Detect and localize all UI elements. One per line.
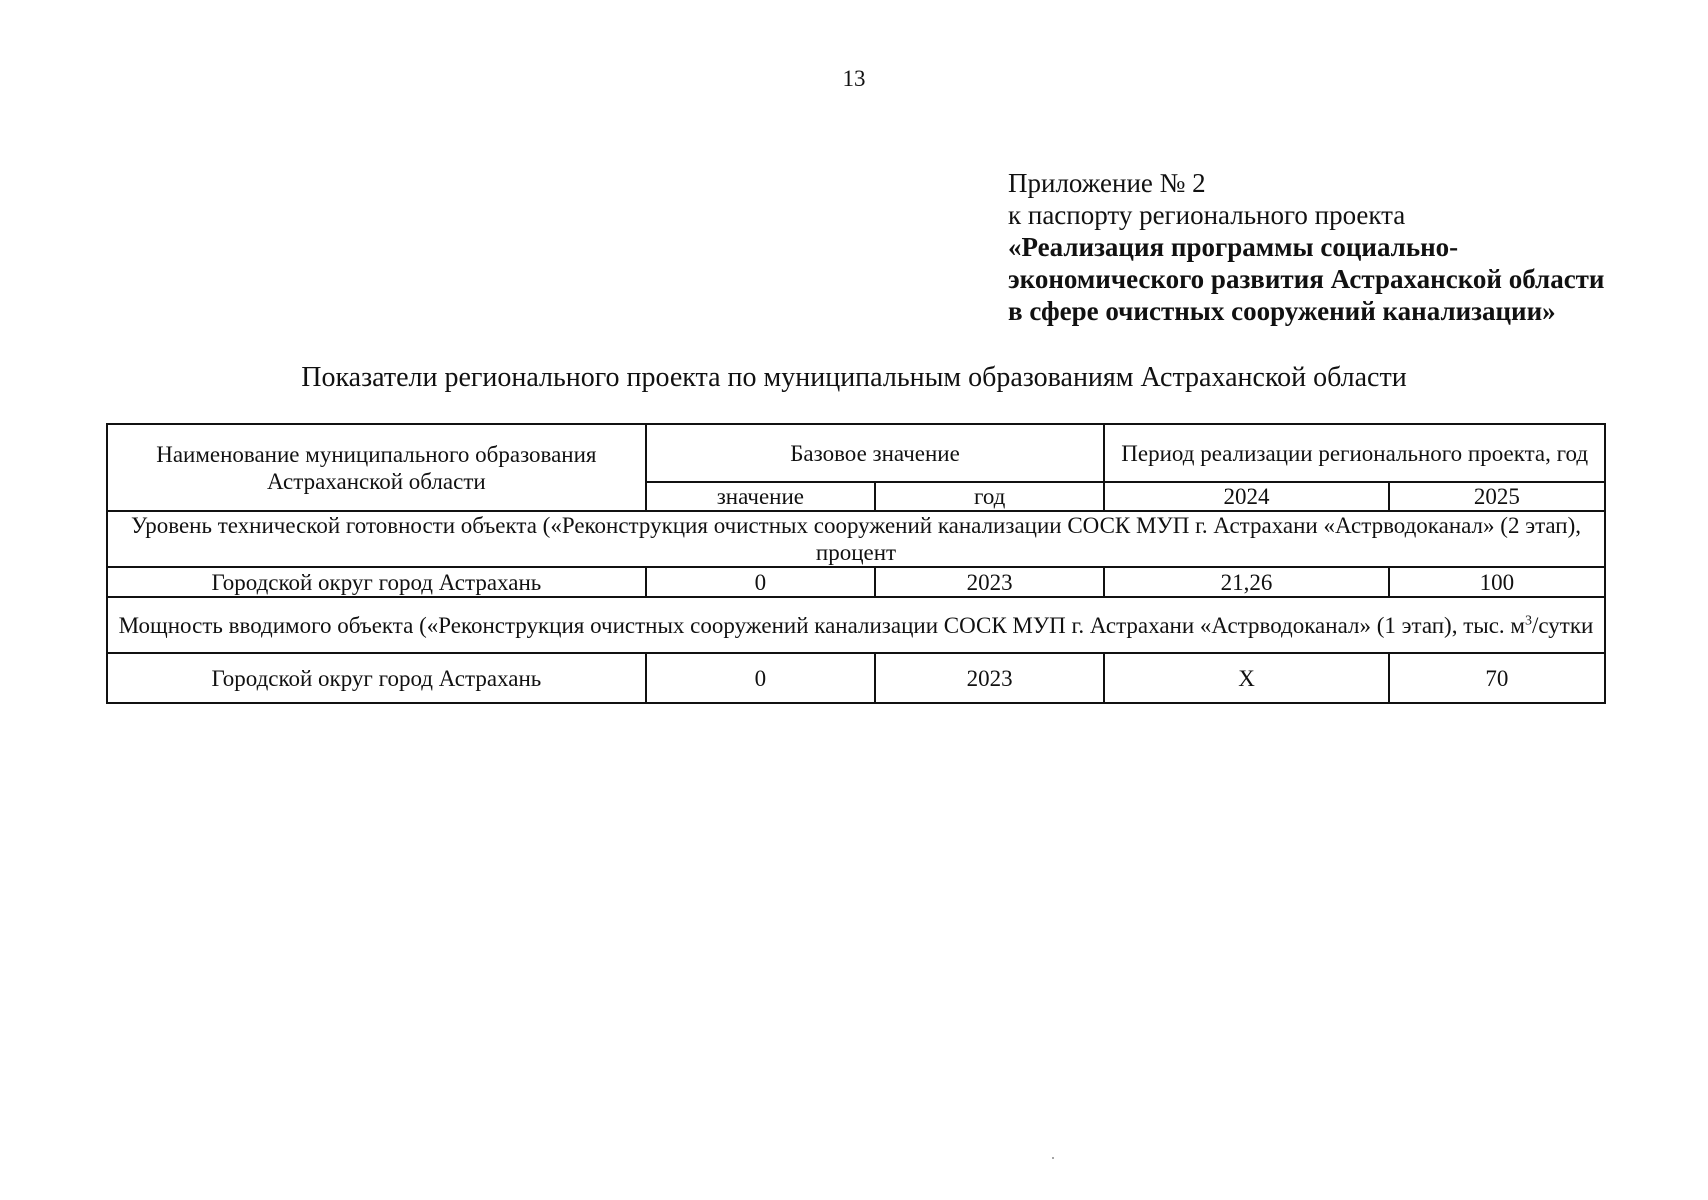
row-base-year: 2023 (875, 653, 1104, 703)
appendix-title: Приложение № 2 (1008, 168, 1206, 198)
row-base-value: 0 (646, 653, 875, 703)
appendix-block (1008, 167, 1688, 327)
section-title-2 (107, 597, 1605, 653)
header-row-1 (107, 424, 1605, 482)
header-base-value-value: значение (646, 482, 875, 511)
appendix-line-1: к паспорту регионального проекта (1008, 200, 1406, 230)
section-title-2-text: Мощность вводимого объекта («Реконструкция очистных сооружений канализации СОСК МУП г. Астрахани «Астрводоканал» (1 этап), тыс. м (118, 612, 1525, 638)
row-value-2024: 21,26 (1104, 567, 1388, 597)
header-year-2024: 2024 (1104, 482, 1388, 511)
page-number: 13 (842, 66, 866, 91)
row-value-2025: 100 (1389, 567, 1605, 597)
appendix-line-3: экономического развития Астраханской области (1008, 264, 1605, 294)
scan-speck (1052, 1157, 1054, 1159)
section-row-2 (107, 597, 1605, 653)
header-base-value-year: год (875, 482, 1104, 511)
row-value-2025: 70 (1389, 653, 1605, 703)
header-period: Период реализации регионального проекта, год (1104, 424, 1605, 482)
document-title: Показатели регионального проекта по муниципальным образованиям Астраханской области (301, 362, 1407, 393)
section-title-2-unit: /сутки (1531, 612, 1594, 638)
row-value-2024: Х (1104, 653, 1388, 703)
section-title-2-superscript: 3 (1524, 612, 1532, 628)
row-municipality: Городской округ город Астрахань (107, 567, 646, 597)
header-municipality: Наименование муниципального образования Астраханской области (107, 424, 646, 511)
appendix-line-4: в сфере очистных сооружений канализации» (1008, 296, 1556, 326)
header-year-2025: 2025 (1389, 482, 1605, 511)
header-base-value: Базовое значение (646, 424, 1105, 482)
appendix-line-2: «Реализация программы социально- (1008, 232, 1459, 262)
table-row (107, 653, 1605, 703)
row-base-value: 0 (646, 567, 875, 597)
section-title-1: Уровень технической готовности объекта («Реконструкция очистных сооружений канализации СОСК МУП г. Астрахани «Астрводоканал» (2 этап), процент (107, 511, 1605, 567)
table-row (107, 567, 1605, 597)
section-row-1 (107, 511, 1605, 567)
row-base-year: 2023 (875, 567, 1104, 597)
indicators-table (106, 423, 1606, 704)
row-municipality: Городской округ город Астрахань (107, 653, 646, 703)
